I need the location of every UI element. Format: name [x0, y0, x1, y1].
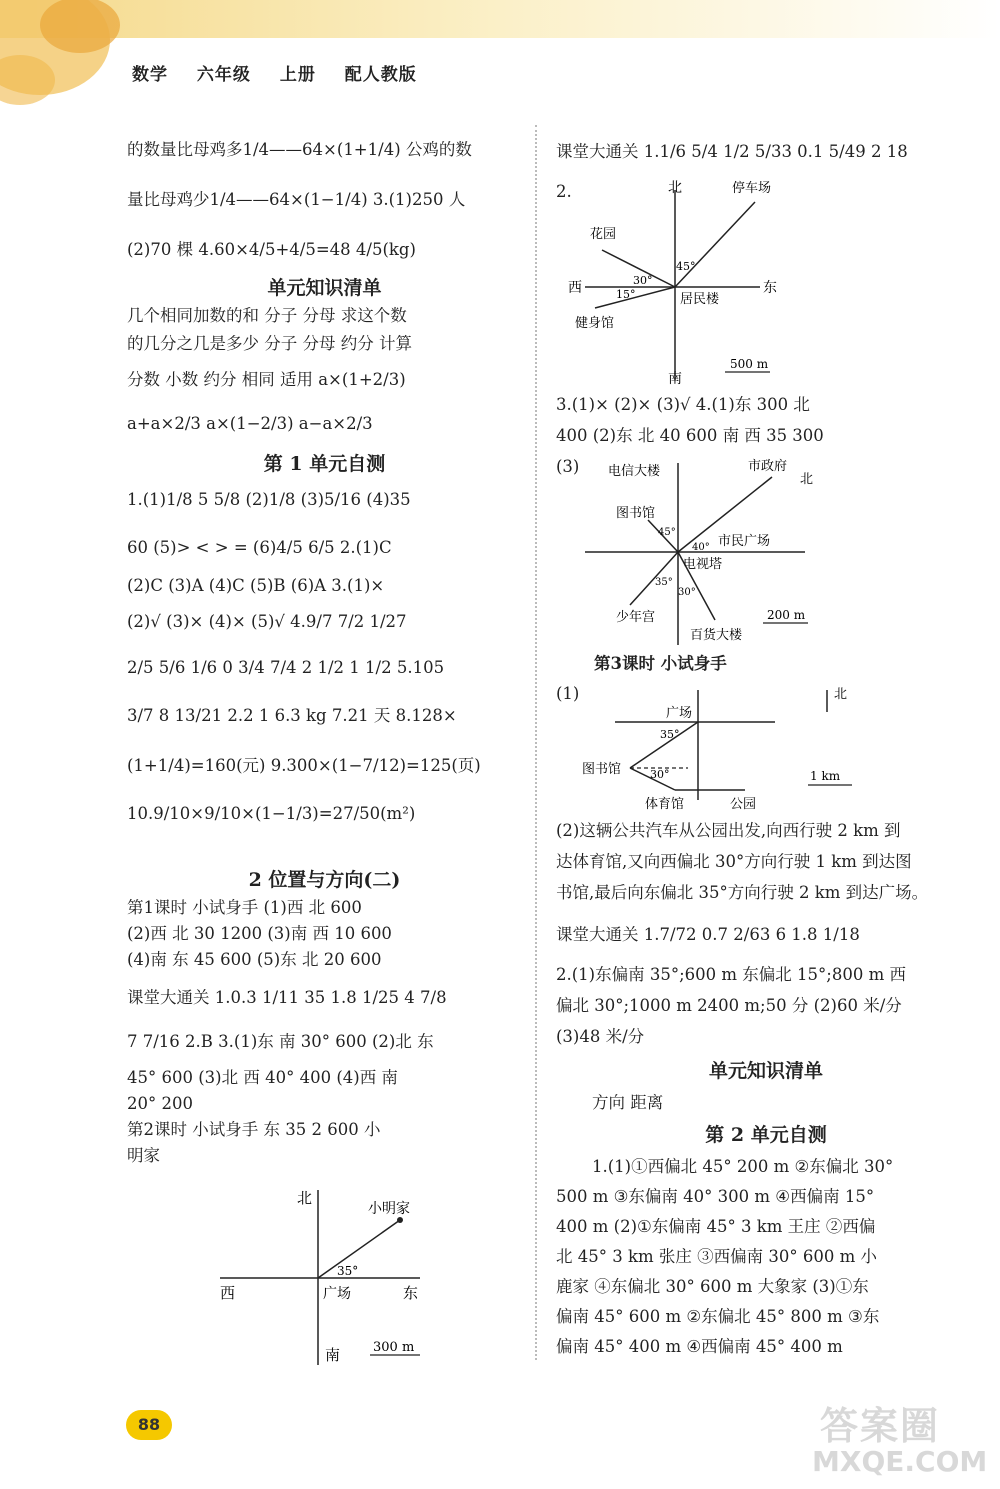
page-header [132, 60, 439, 85]
header-subject: 数学 [132, 65, 168, 85]
right-line: 书馆,最后向东偏北 35°方向行驶 2 km 到达广场。 [556, 883, 929, 902]
direction-diagram-bus [580, 680, 860, 815]
right-line: 1.(1)①西偏北 45° 200 m ②东偏北 30° [592, 1157, 894, 1176]
tower-label: 电视塔 [683, 557, 723, 572]
watermark-url: MXQE.COM [812, 1445, 988, 1478]
left-line: (2)C (3)A (4)C (5)B (6)A 3.(1)× [127, 576, 385, 595]
garden-label: 花园 [590, 227, 617, 242]
plaza-label: 广场 [666, 706, 693, 721]
right-line: 课堂大通关 1.7/72 0.7 2/63 6 1.8 1/18 [556, 925, 860, 944]
government-label: 市政府 [748, 459, 788, 474]
lesson-3-title: 第3课时 小试身手 [594, 654, 727, 673]
left-line: 7 7/16 2.B 3.(1)东 南 30° 600 (2)北 东 [127, 1032, 434, 1051]
target-label: 小明家 [368, 1201, 410, 1217]
right-line: 达体育馆,又向西偏北 30°方向行驶 1 km 到达图 [556, 852, 912, 871]
page-number: 88 [126, 1410, 172, 1440]
left-line: 的几分之几是多少 分子 分母 约分 计算 [127, 334, 412, 353]
header-volume: 上册 [279, 65, 316, 85]
gym-label: 健身馆 [575, 316, 615, 331]
right-line: 400 m (2)①东偏南 45° 3 km 王庄 ②西偏 [556, 1217, 876, 1236]
angle-15: 15° [616, 288, 636, 301]
left-line: 明家 [127, 1146, 160, 1165]
left-line: 60 (5)> < > = (6)4/5 6/5 2.(1)C [127, 538, 392, 557]
store-label: 百货大楼 [690, 628, 743, 643]
header-edition: 配人教版 [344, 65, 417, 85]
plaza-label: 市民广场 [718, 534, 771, 549]
right-line: (2)这辆公共汽车从公园出发,向西行驶 2 km 到 [556, 821, 901, 840]
left-line: (2)√ (3)× (4)× (5)√ 4.9/7 7/2 1/27 [127, 612, 407, 631]
angle-35: 35° [660, 728, 680, 741]
left-line: a+a×2/3 a×(1−2/3) a−a×2/3 [127, 414, 373, 433]
header-decoration [0, 0, 1000, 110]
left-line: 2/5 5/6 1/6 0 3/4 7/4 2 1/2 1 1/2 5.105 [127, 658, 445, 677]
angle-45: 45° [676, 260, 696, 273]
center-label: 居民楼 [680, 292, 720, 307]
right-line: 2.(1)东偏南 35°;600 m 东偏北 15°;800 m 西 [556, 965, 906, 984]
section-title: 单元知识清单 [708, 1060, 823, 1082]
section-title: 单元知识清单 [267, 277, 382, 299]
left-line: (4)南 东 45 600 (5)东 北 20 600 [127, 950, 382, 969]
right-column-4 [556, 819, 976, 1365]
youth-palace-label: 少年宫 [616, 610, 656, 625]
east-label: 东 [763, 280, 777, 296]
right-line: (3)48 米/分 [556, 1027, 645, 1046]
scale-label: 200 m [767, 608, 806, 622]
left-line: 量比母鸡少1/4——64×(1−1/4) 3.(1)250 人 [127, 190, 466, 209]
left-line: (2)70 棵 4.60×4/5+4/5=48 4/5(kg) [127, 240, 416, 259]
parking-label: 停车场 [732, 181, 772, 196]
center-label: 广场 [323, 1286, 351, 1302]
left-line: 第2课时 小试身手 东 35 2 600 小 [127, 1120, 381, 1139]
scale-label: 500 m [730, 357, 769, 371]
left-line: 20° 200 [127, 1094, 193, 1113]
section-title: 第 1 单元自测 [263, 453, 386, 475]
left-line: 的数量比母鸡多1/4——64×(1+1/4) 公鸡的数 [127, 140, 472, 159]
left-line: (1+1/4)=160(元) 9.300×(1−7/12)=125(页) [127, 756, 481, 775]
left-line: 1.(1)1/8 5 5/8 (2)1/8 (3)5/16 (4)35 [127, 490, 411, 509]
direction-diagram-tv-tower [580, 455, 820, 650]
right-line: 偏南 45° 600 m ②东偏北 45° 800 m ③东 [556, 1307, 880, 1326]
right-line: 3.(1)× (2)× (3)√ 4.(1)东 300 北 [556, 395, 810, 414]
left-line: (2)西 北 30 1200 (3)南 西 10 600 [127, 924, 392, 943]
watermark-logo: 答案圈 [820, 1404, 941, 1448]
park-label: 公园 [730, 797, 757, 812]
left-line: 几个相同加数的和 分子 分母 求这个数 [127, 306, 407, 325]
left-line: 分数 小数 约分 相同 适用 a×(1+2/3) [127, 370, 406, 389]
right-line: 课堂大通关 1.1/6 5/4 1/2 5/33 0.1 5/49 2 18 [556, 142, 908, 161]
telecom-label: 电信大楼 [608, 464, 661, 479]
north-label: 北 [297, 1189, 313, 1207]
right-line: 鹿家 ④东偏北 30° 600 m 大象家 (3)①东 [556, 1277, 869, 1296]
scale-label: 1 km [810, 769, 841, 783]
right-line: 方向 距离 [592, 1093, 664, 1112]
library-label: 图书馆 [582, 762, 622, 777]
south-label: 南 [325, 1346, 341, 1364]
column-divider [535, 125, 537, 1360]
direction-diagram-residential [560, 180, 785, 385]
west-label: 西 [220, 1284, 236, 1302]
angle-40: 40° [692, 542, 710, 553]
north-label: 北 [834, 687, 848, 702]
left-line: 第1课时 小试身手 (1)西 北 600 [127, 898, 362, 917]
right-line: 北 45° 3 km 张庄 ③西偏南 30° 600 m 小 [556, 1247, 877, 1266]
left-line: 课堂大通关 1.0.3 1/11 35 1.8 1/25 4 7/8 [127, 988, 447, 1007]
question-2: 2. [556, 182, 572, 201]
angle-30: 30° [650, 768, 670, 781]
left-line: 10.9/10×9/10×(1−1/3)=27/50(m²) [127, 804, 416, 823]
right-line: 500 m ③东偏南 40° 300 m ④西偏南 15° [556, 1187, 875, 1206]
section-title: 2 位置与方向(二) [248, 869, 401, 891]
angle-30: 30° [633, 274, 653, 287]
header-grade: 六年级 [196, 65, 251, 85]
left-column [127, 138, 522, 1170]
direction-diagram-xiaoming [215, 1185, 445, 1370]
north-label: 北 [800, 472, 814, 487]
right-line: 400 (2)东 北 40 600 南 西 35 300 [556, 426, 824, 445]
right-line: 偏南 45° 400 m ④西偏南 45° 400 m [556, 1337, 843, 1356]
angle-label: 35° [337, 1264, 359, 1278]
library-label: 图书馆 [616, 506, 656, 521]
angle-45: 45° [658, 527, 676, 538]
right-line: 偏北 30°;1000 m 2400 m;50 分 (2)60 米/分 [556, 996, 902, 1015]
scale-label: 300 m [373, 1340, 415, 1355]
question-3: (3) [556, 457, 580, 476]
angle-35: 35° [655, 577, 673, 588]
south-label: 南 [668, 371, 682, 385]
question-1: (1) [556, 684, 580, 703]
stadium-label: 体育馆 [645, 797, 685, 812]
left-line: 45° 600 (3)北 西 40° 400 (4)西 南 [127, 1068, 398, 1087]
north-label: 北 [668, 180, 682, 196]
angle-30: 30° [678, 587, 696, 598]
section-title: 第 2 单元自测 [705, 1124, 827, 1146]
east-label: 东 [403, 1284, 419, 1302]
left-line: 3/7 8 13/21 2.2 1 6.3 kg 7.21 天 8.128× [127, 706, 457, 725]
west-label: 西 [568, 280, 582, 296]
